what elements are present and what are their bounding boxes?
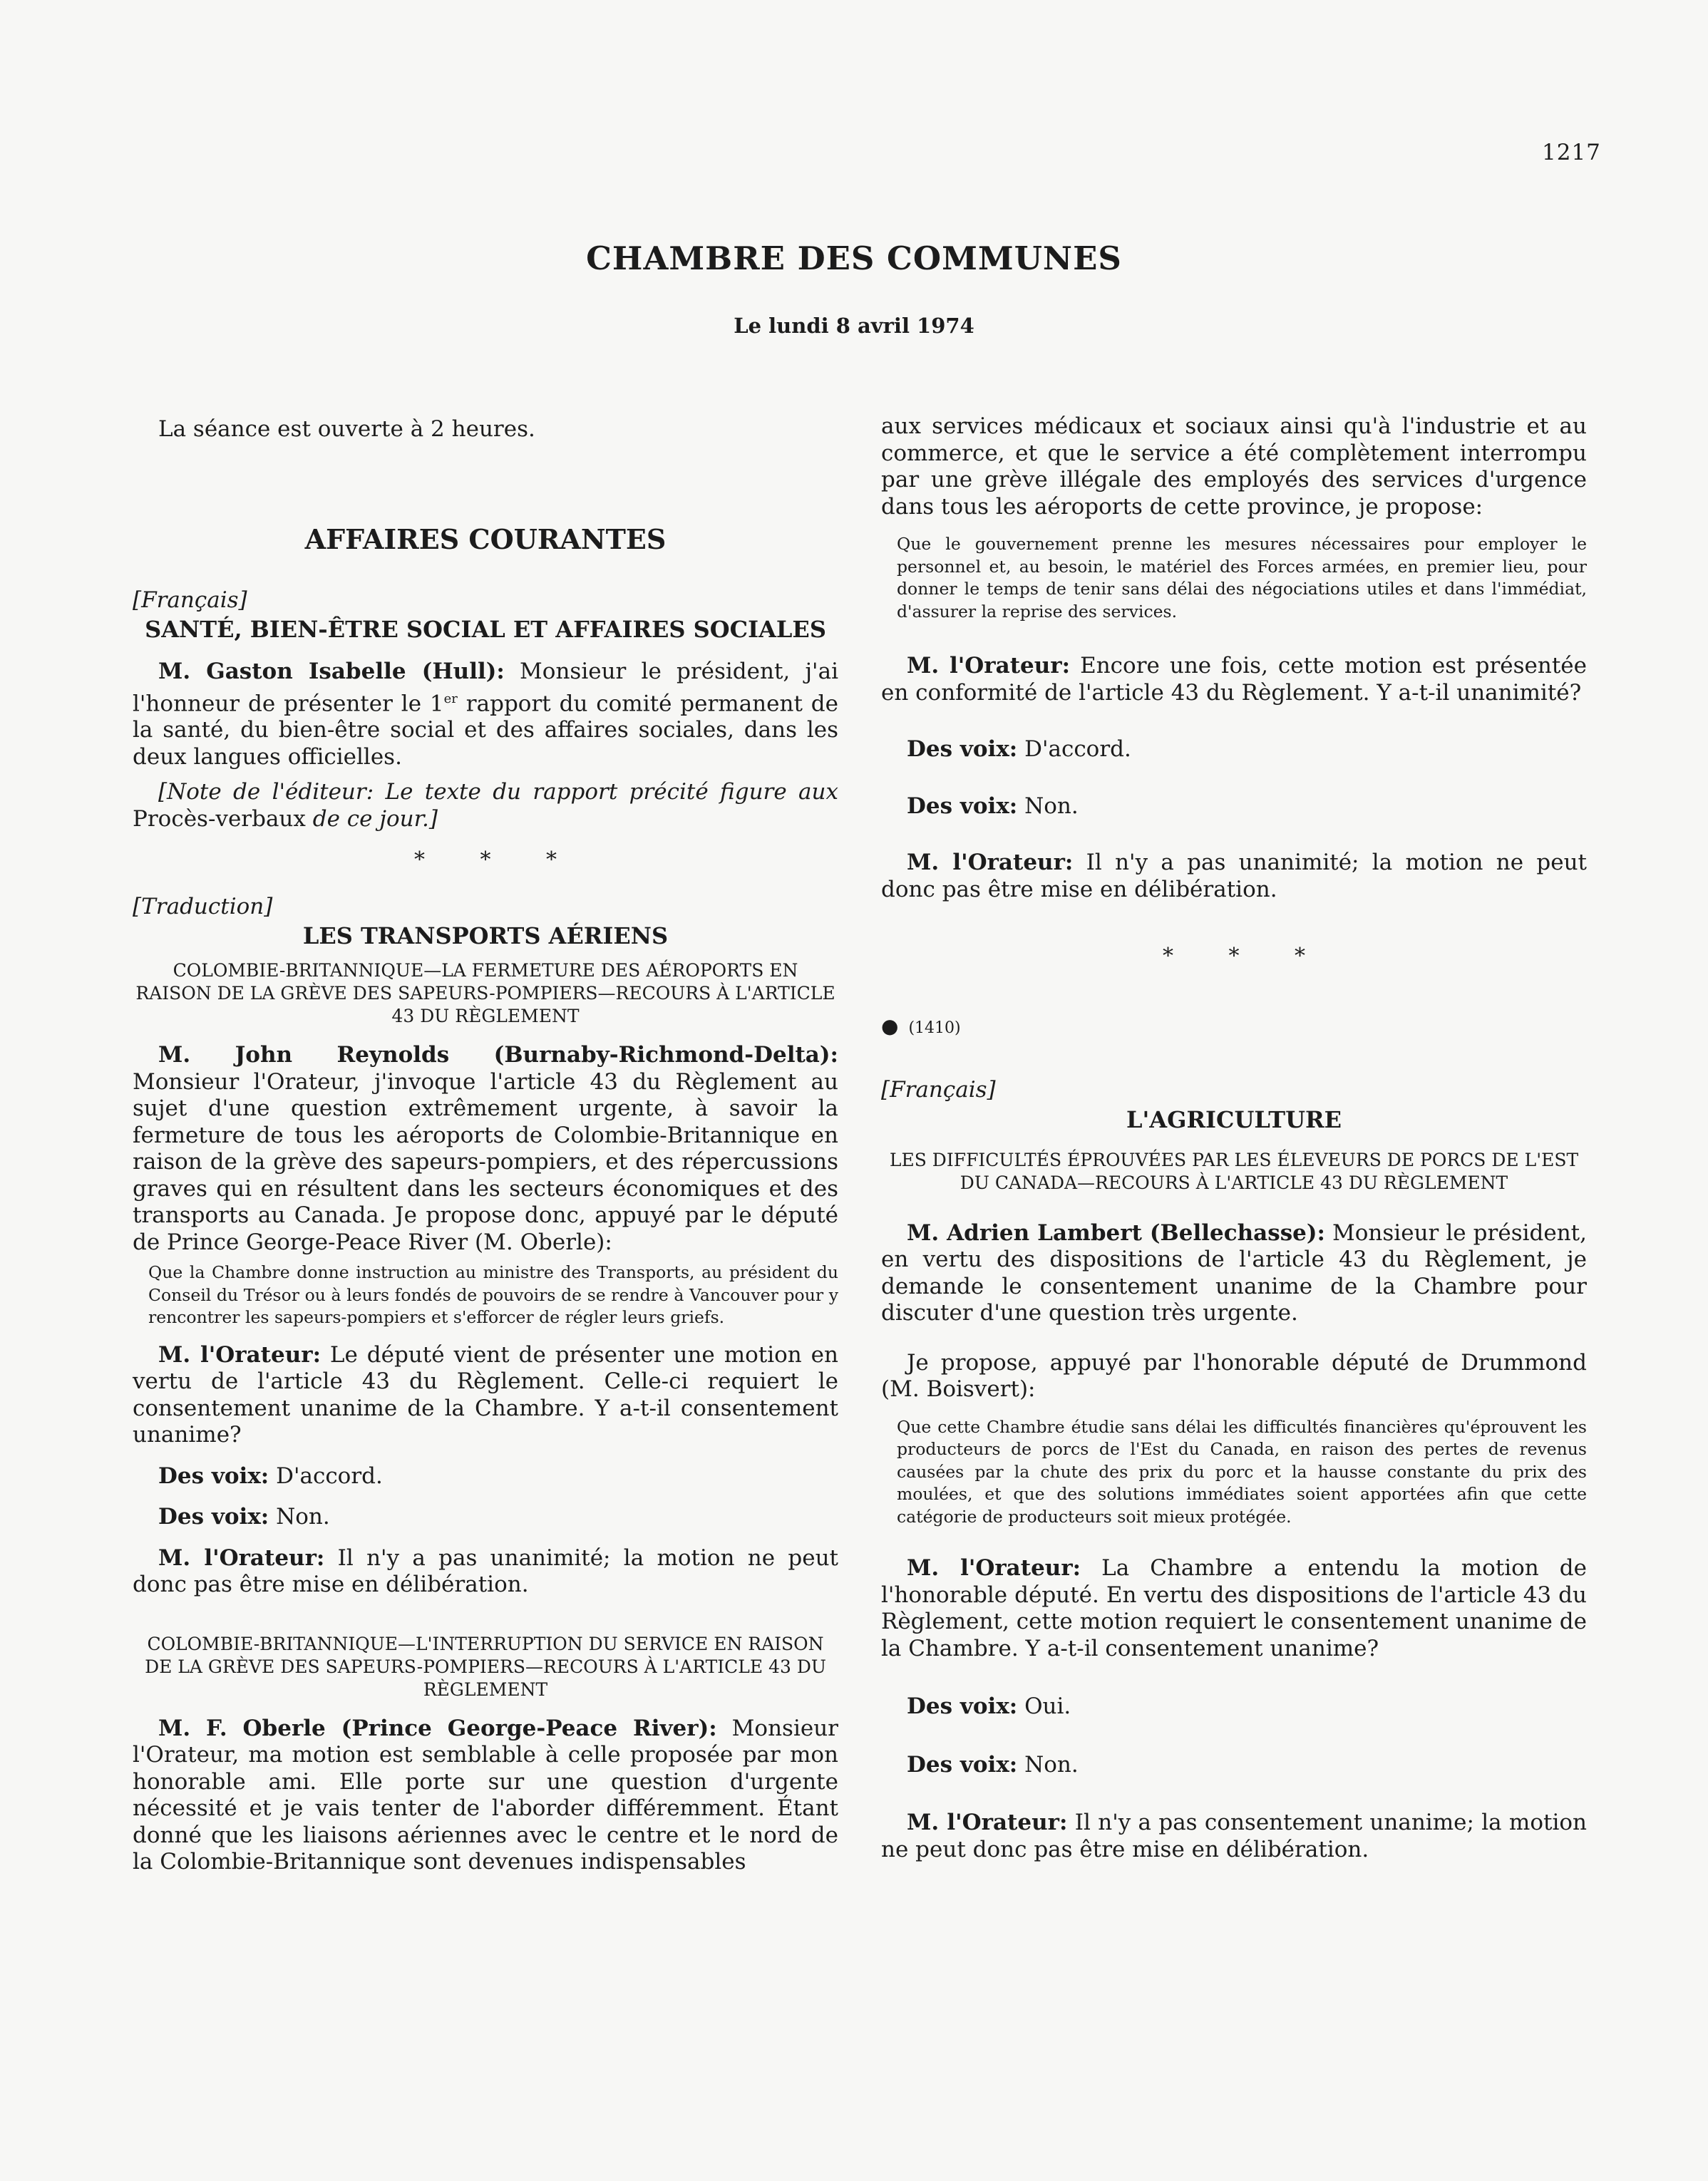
speaker-name: M. l'Orateur: <box>907 1810 1068 1835</box>
oberle-intervention <box>133 1716 838 1876</box>
transports-heading: LES TRANSPORTS AÉRIENS <box>302 922 669 950</box>
reynolds-intervention <box>133 1042 838 1256</box>
section-separator: * * * <box>413 847 582 873</box>
speech-text: rapport du comité permanent de la santé, du bien-être social et des affaires sociales, dans les deux langues officielles. <box>133 690 838 770</box>
speech-text: Il n'y a pas consentement unanime; la motion ne peut donc pas être mise en délibération. <box>881 1810 1587 1862</box>
speech-text: Il n'y a pas unanimité; la motion ne peut donc pas être mise en délibération. <box>881 850 1587 902</box>
sante-heading: SANTÉ, BIEN-ÊTRE SOCIAL ET AFFAIRES SOCIALES <box>145 616 826 643</box>
orateur-intervention <box>881 653 1587 706</box>
speaker-name: M. l'Orateur: <box>907 653 1071 679</box>
continued-text: aux services médicaux et sociaux ainsi qu'à l'industrie et au commerce, et que le service a été complètement interrompu par une grève illégale des employés des services d'urgence dans tous les aéroports de cette province, je propose: <box>881 413 1587 520</box>
lambert-intervention <box>881 1220 1587 1327</box>
opening-line: La séance est ouverte à 2 heures. <box>158 416 535 442</box>
affaires-courantes-heading: AFFAIRES COURANTES <box>304 522 667 555</box>
subject-caption: COLOMBIE-BRITANNIQUE—L'INTERRUPTION DU SERVICE EN RAISON DE LA GRÈVE DES SAPEURS-POMPIERS—RECOURS À L'ARTICLE 43 DU RÈGLEMENT <box>145 1633 826 1700</box>
speech-text: Le député vient de présenter une motion en vertu de l'article 43 du Règlement. Celle-ci requiert le consentement unanime de la Chambre. Y a-t-il consentement unanime? <box>133 1341 838 1448</box>
language-tag: [Français] <box>133 587 247 613</box>
bullet-icon: ● <box>881 1014 899 1038</box>
language-tag: [Traduction] <box>133 893 273 919</box>
voices-response <box>881 793 1587 820</box>
speech-text: Non. <box>1017 1751 1079 1778</box>
orateur-intervention <box>881 1810 1587 1863</box>
note-text: [Note de l'éditeur: Le texte du rapport précité figure aux <box>158 779 838 805</box>
speaker-name: Des voix: <box>907 1751 1018 1778</box>
speech-text: Il n'y a pas unanimité; la motion ne peut donc pas être mise en délibération. <box>133 1545 838 1598</box>
speech-text: La Chambre a entendu la motion de l'honorable député. En vertu des dispositions de l'article 43 du Règlement, cette motion requiert le consentement unanime de la Chambre. Y a-t-il consentement unanime? <box>881 1555 1587 1661</box>
voices-response <box>881 1752 1587 1779</box>
orateur-intervention <box>133 1545 838 1599</box>
speech-text: D'accord. <box>269 1463 383 1489</box>
subject-caption: LES DIFFICULTÉS ÉPROUVÉES PAR LES ÉLEVEURS DE PORCS DE L'EST DU CANADA—RECOURS À L'ARTICLE 43 DU RÈGLEMENT <box>889 1149 1579 1193</box>
speaker-name: M. John Reynolds (Burnaby-Richmond-Delta): <box>158 1042 838 1068</box>
motion-text: Que le gouvernement prenne les mesures nécessaires pour employer le personnel et, au besoin, le matériel des Forces armées, en premier lieu, pour donner le temps de tenir sans délai des négociations utiles et dans l'immédiat, d'assurer la reprise des services. <box>897 534 1587 622</box>
speaker-name: Des voix: <box>158 1504 269 1530</box>
speaker-name: M. Gaston Isabelle (Hull): <box>158 659 505 684</box>
page-title: CHAMBRE DES COMMUNES <box>586 239 1122 277</box>
note-text: de ce jour.] <box>305 805 438 832</box>
speaker-name: Des voix: <box>907 736 1018 762</box>
speech-text: Non. <box>1017 793 1079 819</box>
speaker-name: Des voix: <box>907 1693 1018 1719</box>
time-stamp: (1410) <box>908 1019 961 1037</box>
left-column <box>133 413 838 1876</box>
speech-text: Monsieur l'Orateur, ma motion est semblable à celle proposée par mon honorable ami. Elle porte sur une question d'urgente nécessité et je vais tenter de l'aborder différemment. Étant donné que les liaisons aériennes avec le centre et le nord de la Colombie-Britannique sont devenues indispensables <box>133 1715 838 1875</box>
section-separator: * * * <box>1162 944 1330 969</box>
subject-caption: COLOMBIE-BRITANNIQUE—LA FERMETURE DES AÉROPORTS EN RAISON DE LA GRÈVE DES SAPEURS-POMPIERS—RECOURS À L'ARTICLE 43 DU RÈGLEMENT <box>135 960 835 1027</box>
speech-text: Encore une fois, cette motion est présentée en conformité de l'article 43 du Règlement. Y a-t-il unanimité? <box>881 653 1587 706</box>
speaker-name: M. Adrien Lambert (Bellechasse): <box>907 1220 1325 1246</box>
speaker-name: M. l'Orateur: <box>158 1545 325 1571</box>
motion-text: Que la Chambre donne instruction au ministre des Transports, au président du Conseil du Trésor ou à leurs fondés de pouvoirs de se rendre à Vancouver pour y rencontrer les sapeurs-pompiers et s'efforcer de régler leurs griefs. <box>148 1262 838 1328</box>
isabelle-intervention <box>133 659 838 770</box>
voices-response <box>881 736 1587 763</box>
agriculture-heading: L'AGRICULTURE <box>1126 1105 1342 1133</box>
speech-text: Monsieur l'Orateur, j'invoque l'article 43 du Règlement au sujet d'une question extrêmement urgente, à savoir la fermeture de tous les aéroports de Colombie-Britannique en raison de la grève des sapeurs-pompiers, et des répercussions graves qui en résultent dans les secteurs économiques et des transports au Canada. Je propose donc, appuyé par le député de Prince George-Peace River (M. Oberle): <box>133 1068 838 1255</box>
voices-response <box>133 1504 838 1531</box>
right-column <box>881 413 1587 1863</box>
orateur-intervention <box>133 1342 838 1449</box>
sitting-date: Le lundi 8 avril 1974 <box>734 314 974 338</box>
speech-text: Non. <box>269 1504 330 1530</box>
orateur-intervention <box>881 1555 1587 1662</box>
voices-response <box>881 1693 1587 1721</box>
voices-response <box>133 1463 838 1490</box>
note-text: Procès-verbaux <box>133 805 306 832</box>
speaker-name: M. l'Orateur: <box>907 1555 1081 1581</box>
motion-text: Que cette Chambre étudie sans délai les difficultés financières qu'éprouvent les producteurs de porcs de l'Est du Canada, en raison des pertes de revenus causées par la chute des prix du porc et la hausse constante du prix des moulées, et que des solutions immédiates soient apportées afin que cette catégorie de producteurs soit mieux protégée. <box>897 1416 1587 1527</box>
speaker-name: M. F. Oberle (Prince George-Peace River): <box>158 1715 717 1741</box>
speech-text: Monsieur le président, j'ai l'honneur de présenter le 1 <box>133 659 838 716</box>
time-marker <box>881 1013 1587 1042</box>
speech-text: Oui. <box>1017 1693 1071 1719</box>
ordinal-suffix: er <box>443 691 458 706</box>
speaker-name: M. l'Orateur: <box>907 850 1074 875</box>
speaker-name: Des voix: <box>907 793 1018 819</box>
page-number: 1217 <box>1542 140 1601 165</box>
speech-text: D'accord. <box>1017 736 1131 762</box>
speech-text: Monsieur le président, en vertu des dispositions de l'article 43 du Règlement, je demande le consentement unanime de la Chambre pour discuter d'une question très urgente. <box>881 1220 1587 1326</box>
speaker-name: Des voix: <box>158 1463 269 1489</box>
seconding-statement: Je propose, appuyé par l'honorable député de Drummond (M. Boisvert): <box>881 1349 1587 1402</box>
speaker-name: M. l'Orateur: <box>158 1341 321 1368</box>
language-tag: [Français] <box>881 1077 996 1103</box>
editor-note <box>133 779 838 832</box>
orateur-intervention <box>881 850 1587 903</box>
